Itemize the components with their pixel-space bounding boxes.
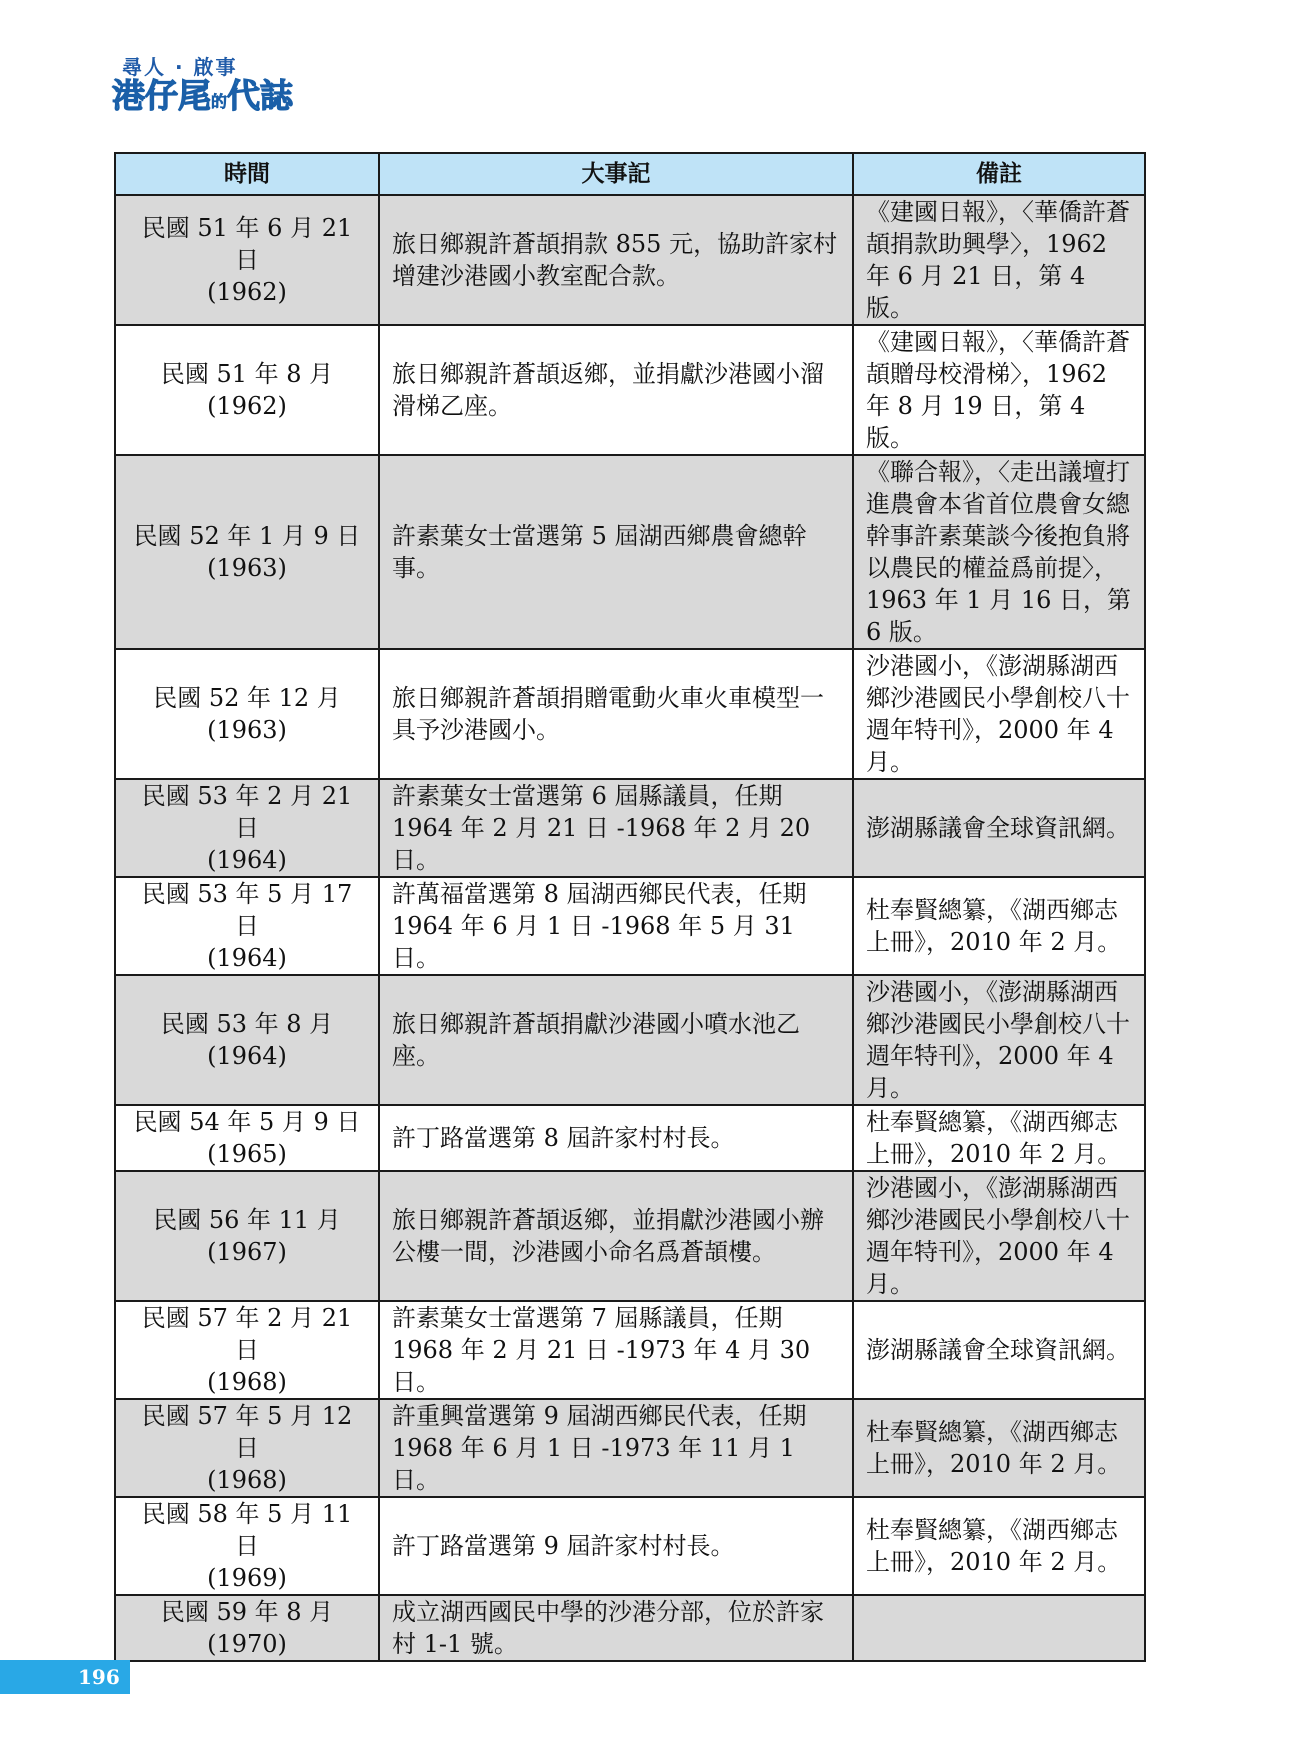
date-text: 民國 56 年 11 月 — [153, 1206, 341, 1234]
table-row — [115, 1595, 1145, 1661]
year-text: (1968) — [207, 1368, 287, 1396]
cell-note: 杜奉賢總纂，《湖西鄉志上冊》，2010 年 2 月。 — [853, 1399, 1145, 1497]
cell-date — [115, 975, 379, 1105]
year-text: (1968) — [207, 1466, 287, 1494]
table-row — [115, 1171, 1145, 1301]
cell-date — [115, 1595, 379, 1661]
cell-date — [115, 1105, 379, 1171]
cell-note: 沙港國小，《澎湖縣湖西鄉沙港國民小學創校八十週年特刊》，2000 年 4 月。 — [853, 649, 1145, 779]
date-text: 民國 54 年 5 月 9 日 — [133, 1108, 361, 1136]
year-text: (1969) — [207, 1564, 287, 1592]
cell-note: 沙港國小，《澎湖縣湖西鄉沙港國民小學創校八十週年特刊》，2000 年 4 月。 — [853, 975, 1145, 1105]
cell-date — [115, 1301, 379, 1399]
year-text: (1964) — [207, 846, 287, 874]
table-row — [115, 1399, 1145, 1497]
cell-note: 杜奉賢總纂，《湖西鄉志上冊》，2010 年 2 月。 — [853, 1105, 1145, 1171]
cell-event: 旅日鄉親許蒼頡捐款 855 元，協助許家村增建沙港國小教室配合款。 — [379, 195, 853, 325]
table-row — [115, 779, 1145, 877]
cell-date — [115, 1399, 379, 1497]
table-row — [115, 1301, 1145, 1399]
year-text: (1963) — [207, 716, 287, 744]
header-events: 大事記 — [379, 153, 853, 195]
date-text: 民國 57 年 2 月 21 日 — [141, 1304, 353, 1364]
cell-note: 《建國日報》，〈華僑許蒼頡捐款助興學〉，1962 年 6 月 21 日，第 4 版。 — [853, 195, 1145, 325]
cell-date — [115, 1171, 379, 1301]
cell-date — [115, 1497, 379, 1595]
logo-title-part1: 港仔尾 — [112, 76, 211, 115]
cell-note: 《建國日報》，〈華僑許蒼頡贈母校滑梯〉，1962 年 8 月 19 日，第 4 版。 — [853, 325, 1145, 455]
cell-note: 《聯合報》，〈走出議壇打進農會本省首位農會女總幹事許素葉談今後抱負將以農民的權益爲前提〉，1963 年 1 月 16 日，第 6 版。 — [853, 455, 1145, 649]
cell-event: 許素葉女士當選第 7 屆縣議員，任期 1968 年 2 月 21 日 -1973 年 4 月 30 日。 — [379, 1301, 853, 1399]
cell-event: 許素葉女士當選第 6 屆縣議員，任期 1964 年 2 月 21 日 -1968 年 2 月 20 日。 — [379, 779, 853, 877]
cell-date — [115, 649, 379, 779]
date-text: 民國 51 年 6 月 21 日 — [141, 214, 353, 274]
date-text: 民國 53 年 2 月 21 日 — [141, 782, 353, 842]
cell-event: 旅日鄉親許蒼頡返鄉，並捐獻沙港國小溜滑梯乙座。 — [379, 325, 853, 455]
table-body — [115, 195, 1145, 1661]
year-text: (1964) — [207, 944, 287, 972]
year-text: (1965) — [207, 1140, 287, 1168]
date-text: 民國 52 年 12 月 — [153, 684, 341, 712]
cell-event: 成立湖西國民中學的沙港分部，位於許家村 1-1 號。 — [379, 1595, 853, 1661]
cell-event: 許重興當選第 9 屆湖西鄉民代表，任期 1968 年 6 月 1 日 -1973 年 11 月 1 日。 — [379, 1399, 853, 1497]
year-text: (1962) — [207, 392, 287, 420]
date-text: 民國 58 年 5 月 11 日 — [141, 1500, 353, 1560]
table-row — [115, 325, 1145, 455]
cell-date — [115, 779, 379, 877]
cell-note: 澎湖縣議會全球資訊網。 — [853, 1301, 1145, 1399]
cell-event: 旅日鄉親許蒼頡返鄉，並捐獻沙港國小辦公樓一間，沙港國小命名爲蒼頡樓。 — [379, 1171, 853, 1301]
table-row — [115, 877, 1145, 975]
cell-note: 澎湖縣議會全球資訊網。 — [853, 779, 1145, 877]
year-text: (1967) — [207, 1238, 287, 1266]
table-row — [115, 195, 1145, 325]
cell-note: 杜奉賢總纂，《湖西鄉志上冊》，2010 年 2 月。 — [853, 1497, 1145, 1595]
table-row — [115, 1105, 1145, 1171]
logo-title — [112, 78, 372, 120]
table-row — [115, 455, 1145, 649]
cell-event: 許丁路當選第 9 屆許家村村長。 — [379, 1497, 853, 1595]
date-text: 民國 59 年 8 月 — [160, 1598, 334, 1626]
year-text: (1964) — [207, 1042, 287, 1070]
table-header-row — [115, 153, 1145, 195]
table-row — [115, 649, 1145, 779]
cell-event: 許萬福當選第 8 屆湖西鄉民代表，任期 1964 年 6 月 1 日 -1968 年 5 月 31 日。 — [379, 877, 853, 975]
year-text: (1962) — [207, 278, 287, 306]
date-text: 民國 57 年 5 月 12 日 — [141, 1402, 353, 1462]
logo-title-part3: 代誌 — [227, 76, 294, 115]
header-notes: 備註 — [853, 153, 1145, 195]
cell-event: 旅日鄉親許蒼頡捐贈電動火車火車模型一具予沙港國小。 — [379, 649, 853, 779]
cell-event: 許素葉女士當選第 5 屆湖西鄉農會總幹事。 — [379, 455, 853, 649]
date-text: 民國 51 年 8 月 — [160, 360, 334, 388]
chronology-table — [114, 152, 1146, 1662]
logo-title-part2: 的 — [211, 92, 228, 111]
cell-event: 許丁路當選第 8 屆許家村村長。 — [379, 1105, 853, 1171]
cell-date — [115, 455, 379, 649]
date-text: 民國 53 年 8 月 — [160, 1010, 334, 1038]
date-text: 民國 52 年 1 月 9 日 — [133, 522, 361, 550]
page-number-tab — [0, 1660, 130, 1694]
year-text: (1970) — [207, 1630, 287, 1658]
cell-date — [115, 877, 379, 975]
date-text: 民國 53 年 5 月 17 日 — [141, 880, 353, 940]
cell-note — [853, 1595, 1145, 1661]
header-time: 時間 — [115, 153, 379, 195]
cell-date — [115, 195, 379, 325]
book-logo — [112, 56, 372, 120]
year-text: (1963) — [207, 554, 287, 582]
cell-note: 沙港國小，《澎湖縣湖西鄉沙港國民小學創校八十週年特刊》，2000 年 4 月。 — [853, 1171, 1145, 1301]
cell-date — [115, 325, 379, 455]
logo-subtitle: 尋人 · 啟事 — [122, 55, 238, 79]
cell-note: 杜奉賢總纂，《湖西鄉志上冊》，2010 年 2 月。 — [853, 877, 1145, 975]
page-number: 196 — [78, 1665, 120, 1689]
table-row — [115, 1497, 1145, 1595]
cell-event: 旅日鄉親許蒼頡捐獻沙港國小噴水池乙座。 — [379, 975, 853, 1105]
table-row — [115, 975, 1145, 1105]
